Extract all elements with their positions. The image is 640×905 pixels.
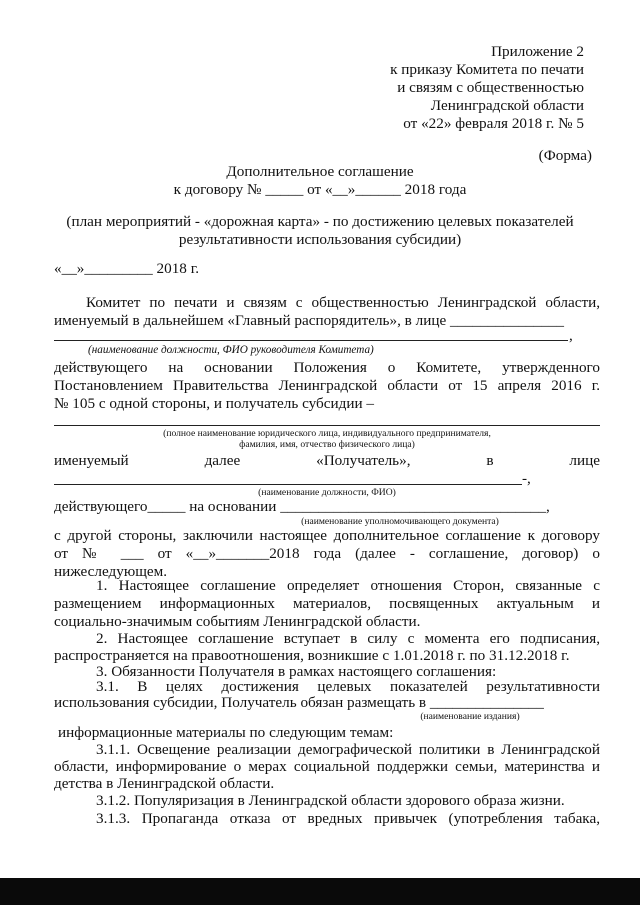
form-label: (Форма) (538, 147, 592, 164)
clause-3-1-3-line-1: 3.1.3. Пропаганда отказа от вредных привычек (употребления табака, (96, 810, 600, 827)
doc-title-contract: к договору № _____ от «__»______ 2018 года (173, 181, 467, 198)
scan-bottom-edge (0, 878, 640, 905)
header-date: от «22» февраля 2018 г. № 5 (403, 115, 584, 132)
clause-1-line-3: социально-значимым событиям Ленинградской области. (54, 613, 421, 630)
caption-position-name: (наименование должности, ФИО) (258, 487, 396, 498)
recipient-line-6: нижеследующем. (54, 563, 168, 580)
recipient-line-1: именуемый далее «Получатель», в лице (54, 452, 600, 469)
caption-recipient-b: фамилия, имя, отчество физического лица) (239, 439, 415, 450)
intro-line-1: Комитет по печати и связям с общественностью Ленинградской области, (86, 294, 600, 311)
clause-3-1-1-line-1: 3.1.1. Освещение реализации демографической политики в Ленинградской (96, 741, 600, 758)
header-order: к приказу Комитета по печати (390, 61, 584, 78)
recipient-line-2-end: -, (522, 470, 531, 487)
clause-2-line-2: распространяется на правоотношения, возникшие с 1.01.2018 г. по 31.12.2018 г. (54, 647, 570, 664)
caption-publication-name: (наименование издания) (420, 711, 520, 722)
clause-1-line-2: размещением информационных материалов, посвященных актуальным и (54, 595, 600, 612)
caption-authorizing-doc: (наименование уполномочивающего документа) (301, 516, 499, 527)
caption-committee-head: (наименование должности, ФИО руководителя Комитета) (88, 344, 374, 356)
agreement-date: «__»_________ 2018 г. (54, 260, 199, 277)
clause-2-line-1: 2. Настоящее соглашение вступает в силу с момента его подписания, (96, 630, 600, 647)
recipient-line-5: от № ___ от «__»_______2018 года (далее - соглашение, договор) о (54, 545, 600, 562)
intro-line-3-comma: , (569, 327, 573, 344)
clause-1-line-1: 1. Настоящее соглашение определяет отношения Сторон, связанные с (96, 577, 600, 594)
clause-3-1-1-line-3: детства в Ленинградской области. (54, 775, 275, 792)
intro-line-4: действующего на основании Положения о Комитете, утвержденного (54, 359, 600, 376)
intro-line-6: № 105 с одной стороны, и получатель субсидии – (54, 395, 375, 412)
caption-recipient-a: (полное наименование юридического лица, индивидуального предпринимателя, (163, 428, 491, 439)
signatory-blank (54, 340, 568, 341)
header-appendix: Приложение 2 (491, 43, 584, 60)
clause-3-1-1-line-2: области, информирование о мерах социальной поддержки семьи, материнства и (54, 758, 600, 775)
header-region: Ленинградской области (430, 97, 584, 114)
clause-3-1-line-2: использования субсидии, Получатель обязан размещать в _______________ (54, 694, 544, 711)
recipient-line-4: с другой стороны, заключили настоящее дополнительное соглашение к договору (54, 527, 600, 544)
clause-3-1-2: 3.1.2. Популяризация в Ленинградской области здорового образа жизни. (96, 792, 565, 809)
intro-line-2: именуемый в дальнейшем «Главный распорядитель», в лице _______________ (54, 312, 564, 329)
intro-line-5: Постановлением Правительства Ленинградской области от 15 апреля 2016 г. (54, 377, 600, 394)
clause-3-1-line-3: информационные материалы по следующим темам: (58, 724, 394, 741)
clause-3-heading: 3. Обязанности Получателя в рамках настоящего соглашения: (96, 663, 497, 680)
doc-subtitle: (план мероприятий - «дорожная карта» - по достижению целевых показателей (66, 213, 574, 230)
recipient-line-3: действующего_____ на основании ___________________________________, (54, 498, 550, 515)
recipient-signatory-blank (54, 484, 522, 485)
doc-title: Дополнительное соглашение (226, 163, 414, 180)
recipient-name-blank (54, 425, 600, 426)
clause-3-1-line-1: 3.1. В целях достижения целевых показателей результативности (96, 678, 600, 695)
header-committee: и связям с общественностью (397, 79, 584, 96)
doc-subtitle-2: результативности использования субсидии) (178, 231, 462, 248)
